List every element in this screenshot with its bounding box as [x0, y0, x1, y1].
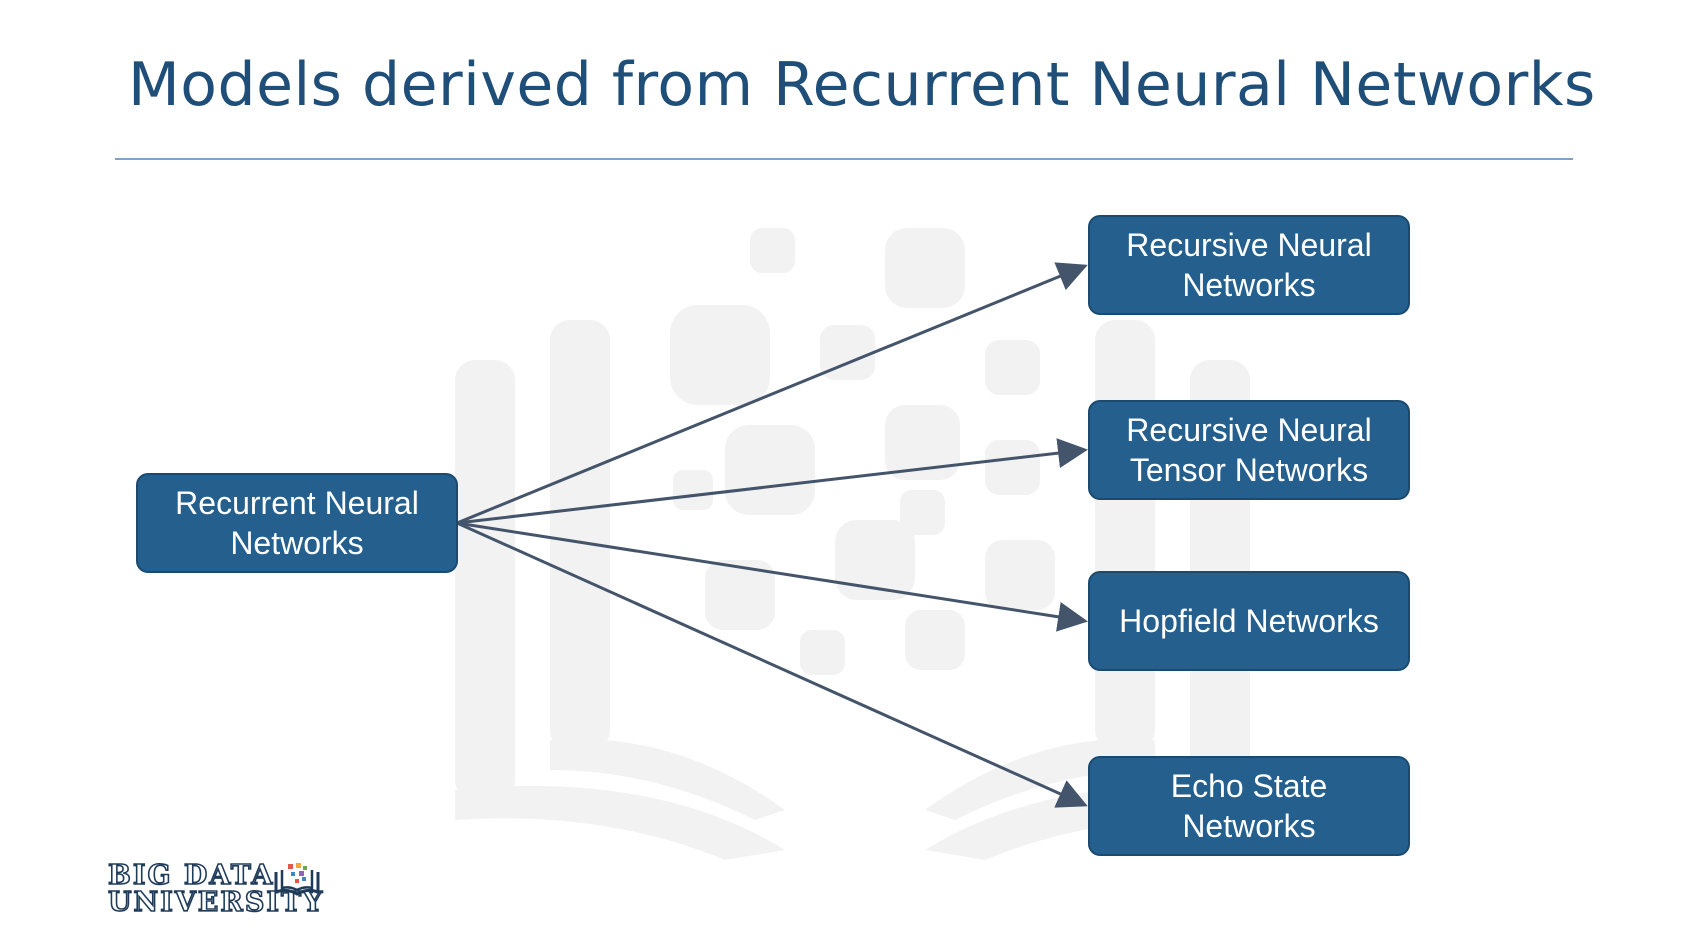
node-label-line1: Recursive Neural — [1126, 412, 1372, 448]
target-node-hopfield — [1088, 571, 1410, 671]
arrow-to-recursive-tensor — [457, 450, 1085, 523]
slide-title: Models derived from Recurrent Neural Networks — [128, 50, 1596, 120]
source-node-rnn — [136, 473, 458, 573]
arrow-to-hopfield — [457, 523, 1085, 621]
node-label-line1: Recursive Neural — [1126, 227, 1372, 263]
node-label-line1: Recurrent Neural — [175, 485, 419, 521]
node-label-line2: Tensor Networks — [1129, 452, 1369, 488]
node-label-line1: Hopfield Networks — [1119, 603, 1379, 639]
target-node-echo-state — [1088, 756, 1410, 856]
node-label-line1: Echo State — [1170, 768, 1328, 804]
arrow-to-echo-state — [457, 523, 1085, 805]
target-node-recursive-nn — [1088, 215, 1410, 315]
target-node-recursive-tensor — [1088, 400, 1410, 500]
logo-line1: BIG DATA — [108, 860, 275, 891]
node-label-line2: Networks — [1182, 267, 1316, 303]
logo-line2: UNIVERSITY — [108, 887, 325, 918]
node-label-line2: Networks — [1182, 808, 1316, 844]
arrow-to-recursive-nn — [457, 266, 1085, 523]
book-dots-icon — [272, 862, 322, 896]
node-label-line2: Networks — [230, 525, 364, 561]
